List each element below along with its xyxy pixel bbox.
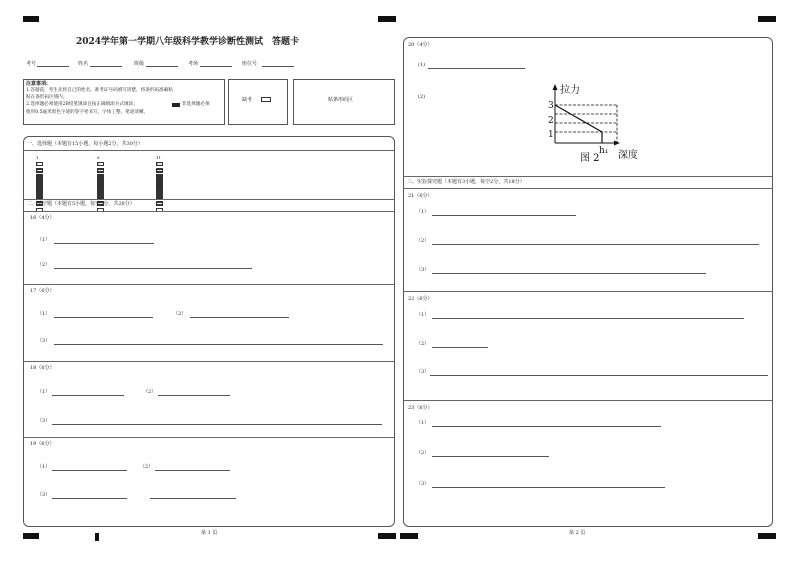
notice-line: 1.答题前，考生先将自己的姓名、准考证号码填写清楚，将条形码准确粘	[26, 88, 173, 93]
absent-checkbox[interactable]	[261, 97, 271, 102]
question-number: 7	[97, 162, 100, 167]
q16-part2-label: （2）	[37, 262, 51, 268]
field-line[interactable]	[37, 66, 69, 67]
q19-part3-line-b[interactable]	[150, 498, 236, 499]
q21-part1-line[interactable]	[432, 215, 576, 216]
divider	[23, 211, 395, 212]
field-label: 班级	[134, 61, 145, 67]
page1-answer-frame	[23, 136, 395, 527]
q23-part1-line[interactable]	[432, 426, 661, 427]
field-line[interactable]	[90, 66, 122, 67]
divider	[23, 284, 395, 285]
section2-heading: 二、填空题（本题有5小题，每空2分，共28分）	[27, 201, 135, 207]
option-box[interactable]	[156, 190, 163, 194]
section3-heading: 三、实验探究题（本题有3小题，每空2分，共18分）	[407, 179, 525, 185]
q19-part2-label: （2）	[140, 464, 154, 470]
q16-part1-label: （1）	[37, 237, 51, 243]
registration-mark	[378, 533, 396, 539]
field-line[interactable]	[146, 66, 178, 67]
question-number: 1	[36, 155, 39, 160]
option-box[interactable]	[97, 190, 104, 194]
q18-part1-label: （1）	[37, 389, 51, 395]
notice-line: 贴在条形码区域内。	[26, 95, 68, 100]
q17-heading: 17（6分）	[30, 288, 55, 294]
field-line[interactable]	[200, 66, 232, 67]
q19-heading: 19（6分）	[30, 441, 55, 447]
q18-part3-line[interactable]	[52, 424, 382, 425]
notice-heading: 注意事项:	[26, 81, 48, 87]
q21-heading: 21（6分）	[408, 193, 433, 199]
notice-line: 非选择题必须	[182, 102, 210, 107]
q17-part2-line[interactable]	[190, 317, 289, 318]
question-number: 13	[156, 169, 162, 174]
registration-mark	[758, 533, 776, 539]
figure-caption: 图 2	[580, 153, 600, 164]
choice-row	[36, 183, 50, 213]
field-line[interactable]	[262, 66, 294, 67]
q23-part3-label: （3）	[416, 481, 430, 487]
q20-part1-line[interactable]	[428, 68, 525, 69]
q21-part1-label: （1）	[416, 209, 430, 215]
q20-part2-label: (2)	[418, 94, 426, 100]
q22-heading: 22（6分）	[408, 296, 433, 302]
page-title: 2024学年第一学期八年级科学教学诊断性测试 答题卡	[76, 37, 300, 47]
q22-part2-line[interactable]	[432, 347, 488, 348]
question-number: 12	[156, 162, 162, 167]
q16-part1-line[interactable]	[54, 243, 154, 244]
q23-part2-line[interactable]	[432, 456, 549, 457]
absent-label: 缺考	[242, 97, 253, 103]
registration-mark	[95, 533, 99, 541]
divider	[403, 291, 773, 292]
q23-part1-label: （1）	[416, 420, 430, 426]
question-number: 10	[97, 183, 103, 188]
choice-row	[97, 183, 111, 213]
divider	[23, 199, 395, 200]
registration-mark	[23, 533, 39, 539]
q16-part2-line[interactable]	[54, 268, 252, 269]
question-number: 15	[156, 183, 162, 188]
q22-part3-label: （3）	[416, 369, 430, 375]
q23-heading: 23（6分）	[408, 405, 433, 411]
question-number: 2	[36, 162, 39, 167]
x-tick-label: h₁	[599, 146, 609, 156]
field-label: 姓名	[78, 61, 89, 67]
field-label: 考号	[26, 61, 37, 67]
question-number: 9	[97, 176, 100, 181]
q23-part2-label: （2）	[416, 450, 430, 456]
q18-part2-line[interactable]	[158, 395, 230, 396]
option-box[interactable]	[156, 202, 163, 206]
q21-part3-line[interactable]	[432, 273, 706, 274]
question-number: 14	[156, 176, 162, 181]
q19-part2-line[interactable]	[155, 470, 230, 471]
barcode-label: 贴条形码区	[328, 97, 354, 103]
q17-part3-label: （3）	[37, 338, 51, 344]
section1-heading: 一、选择题（本题有15小题，每小题2分，共30分）	[27, 141, 143, 147]
notice-line: 2.选择题必须使用2B铅笔填涂且按正确填涂方式填涂；	[26, 102, 138, 107]
q21-part3-label: （3）	[416, 267, 430, 273]
q20-part1-label: (1)	[418, 62, 426, 68]
question-number: 5	[36, 183, 39, 188]
divider	[23, 150, 395, 151]
q19-part3-label: （3）	[37, 492, 51, 498]
page1-footer: 第 1 页	[201, 530, 218, 536]
q18-part2-label: （2）	[143, 389, 157, 395]
q22-part1-line[interactable]	[432, 318, 744, 319]
x-axis-label: 深度	[618, 150, 638, 161]
q17-part1-line[interactable]	[54, 317, 153, 318]
fill-sample	[172, 103, 180, 107]
field-label: 考场	[188, 61, 199, 67]
option-box[interactable]	[36, 190, 43, 194]
q19-part1-label: （1）	[37, 464, 51, 470]
registration-mark	[23, 16, 39, 22]
q19-part1-line[interactable]	[52, 470, 127, 471]
divider	[403, 188, 773, 189]
question-number: 8	[97, 169, 100, 174]
y-tick-label: 2	[548, 116, 554, 126]
y-axis-label: 拉力	[560, 85, 580, 96]
field-label: 座位号	[242, 61, 258, 67]
q19-part3-line[interactable]	[52, 498, 127, 499]
q22-part3-line[interactable]	[430, 375, 768, 376]
q23-part3-line[interactable]	[432, 487, 665, 488]
divider	[403, 400, 773, 401]
q21-part2-label: （2）	[416, 238, 430, 244]
q18-part1-line[interactable]	[52, 395, 124, 396]
q20-heading: 20（4分）	[408, 42, 433, 48]
divider	[23, 437, 395, 438]
question-number: 11	[156, 155, 162, 160]
question-number: 6	[97, 155, 100, 160]
registration-mark	[400, 533, 418, 539]
q17-part1-label: （1）	[37, 311, 51, 317]
q21-part2-line[interactable]	[432, 244, 759, 245]
absent-box	[228, 79, 288, 125]
y-axis-arrow	[553, 84, 558, 90]
divider	[23, 361, 395, 362]
notice-line: 使用0.5毫米黑色字迹的签字笔书写，字体工整、笔迹清晰。	[26, 110, 149, 115]
registration-mark	[378, 16, 396, 22]
question-number: 3	[36, 169, 39, 174]
registration-mark	[758, 16, 776, 22]
choice-row	[156, 183, 170, 213]
q22-part1-label: （1）	[416, 312, 430, 318]
q18-heading: 18（6分）	[30, 365, 55, 371]
y-tick-label: 3	[548, 101, 554, 111]
question-number: 4	[36, 176, 39, 181]
q16-heading: 16（4分）	[30, 215, 55, 221]
q18-part3-label: （3）	[37, 418, 51, 424]
q17-part2-label: （2）	[173, 311, 187, 317]
force-curve	[555, 105, 602, 143]
q17-part3-line[interactable]	[54, 344, 383, 345]
page2-footer: 第 2 页	[569, 530, 586, 536]
q22-part2-label: （2）	[416, 341, 430, 347]
figure-2	[540, 80, 670, 166]
divider	[403, 176, 773, 177]
y-tick-label: 1	[548, 130, 554, 140]
